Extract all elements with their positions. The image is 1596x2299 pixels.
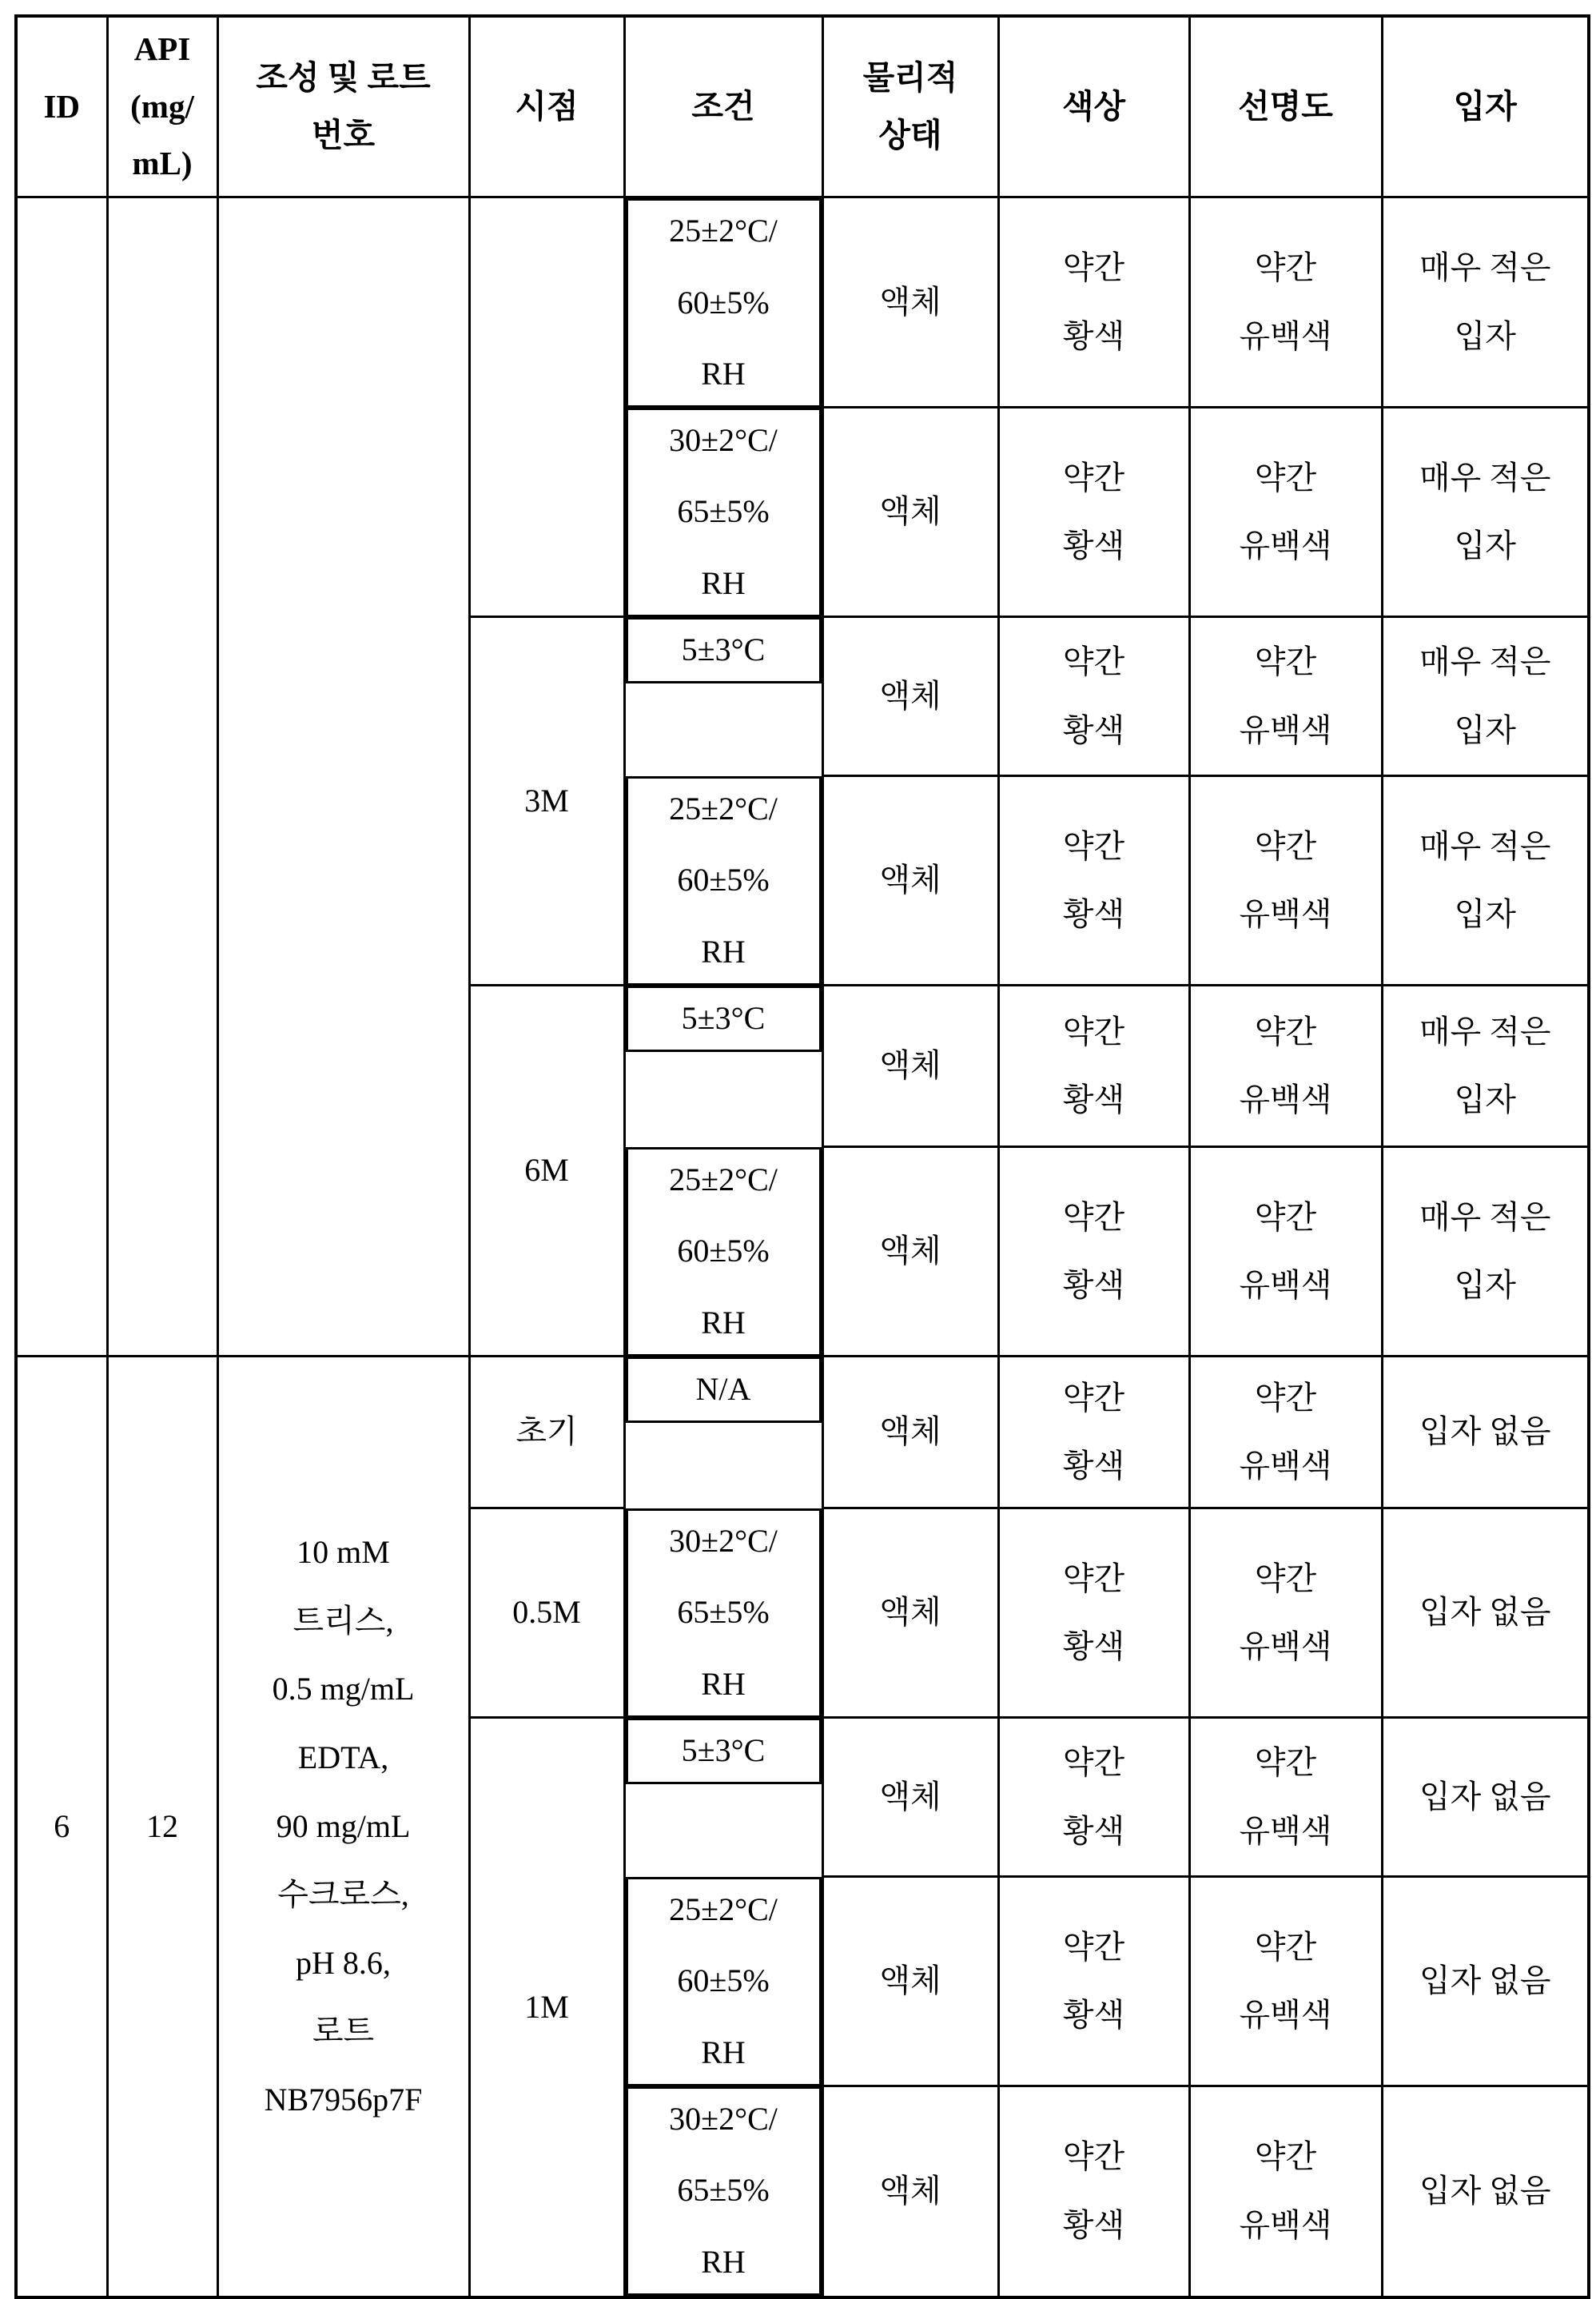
cell-clarity	[1189, 2086, 1382, 2297]
condition-line: 25±2°C/	[669, 1161, 778, 1197]
cell-particles	[1382, 197, 1589, 407]
header-timepoint-line-1: 시점	[515, 87, 579, 125]
cell-timepoint: 6M	[469, 986, 624, 1357]
particles-line: 입자	[1454, 1082, 1516, 1118]
header-condition	[624, 16, 822, 197]
cell-condition	[626, 1147, 822, 1357]
clarity-line: 약간	[1254, 827, 1317, 864]
header-timepoint	[469, 16, 624, 197]
cell-timepoint: 1M	[469, 1718, 624, 2297]
cell-clarity	[1189, 1508, 1382, 1718]
clarity-line: 유백색	[1239, 2206, 1332, 2243]
cell-particles: 입자 없음	[1382, 1718, 1589, 1877]
header-api-line-1: API	[133, 30, 191, 67]
table-header	[16, 16, 1589, 197]
header-api-line-3: mL)	[132, 145, 193, 182]
color-line: 황색	[1062, 711, 1125, 748]
cell-particles: 입자 없음	[1382, 1508, 1589, 1718]
condition-line: RH	[701, 934, 746, 970]
condition-line: RH	[701, 1666, 746, 1703]
condition-line: 65±5%	[677, 1594, 770, 1631]
cell-condition	[626, 1718, 822, 1784]
color-line: 약간	[1062, 1928, 1125, 1965]
particles-line: 입자	[1454, 1267, 1516, 1304]
cell-api: 12	[107, 1357, 217, 2297]
cell-clarity	[1189, 1718, 1382, 1877]
composition-line: pH 8.6,	[296, 1944, 391, 1981]
color-line: 약간	[1062, 1198, 1125, 1235]
color-line: 황색	[1062, 896, 1125, 933]
cell-physical-state: 액체	[822, 1147, 998, 1357]
composition-line: 10 mM	[297, 1534, 390, 1571]
color-line: 황색	[1062, 528, 1125, 564]
cell-clarity	[1189, 1147, 1382, 1357]
clarity-line: 유백색	[1239, 528, 1332, 564]
cell-physical-state: 액체	[822, 1357, 998, 1508]
header-composition-line-1: 조성 및 로트	[256, 58, 431, 96]
cell-clarity	[1189, 1877, 1382, 2086]
color-line: 약간	[1062, 1379, 1125, 1416]
cell-condition	[626, 1877, 822, 2086]
cell-color	[998, 2086, 1189, 2297]
cell-physical-state: 액체	[822, 408, 998, 617]
cell-particles	[1382, 776, 1589, 986]
cell-color	[998, 1877, 1189, 2086]
color-line: 약간	[1062, 1560, 1125, 1596]
cell-clarity	[1189, 197, 1382, 407]
clarity-line: 약간	[1254, 1379, 1317, 1416]
condition-line: 65±5%	[677, 493, 770, 530]
cell-color	[998, 1508, 1189, 1718]
header-id-line-1: ID	[43, 87, 81, 125]
color-line: 약간	[1062, 1013, 1125, 1050]
color-line: 황색	[1062, 1267, 1125, 1304]
header-id	[16, 16, 107, 197]
cell-color	[998, 197, 1189, 407]
clarity-line: 약간	[1254, 643, 1317, 680]
color-line: 황색	[1062, 317, 1125, 354]
cell-condition	[626, 617, 822, 683]
condition-line: 30±2°C/	[669, 1522, 778, 1559]
color-line: 황색	[1062, 1812, 1125, 1849]
clarity-line: 유백색	[1239, 1812, 1332, 1849]
cell-condition	[626, 986, 822, 1052]
condition-line: 60±5%	[677, 284, 770, 321]
condition-line: 25±2°C/	[669, 790, 778, 827]
cell-condition	[626, 2086, 822, 2296]
condition-line: 5±3°C	[681, 631, 766, 667]
header-clarity-line-1: 선명도	[1238, 87, 1333, 125]
cell-particles	[1382, 617, 1589, 776]
cell-condition	[626, 198, 822, 408]
cell-timepoint: 3M	[469, 617, 624, 986]
color-line: 황색	[1062, 1082, 1125, 1118]
header-physical-state-line-2: 상태	[878, 116, 942, 153]
condition-line: 5±3°C	[681, 999, 766, 1036]
header-api-line-2: (mg/	[130, 87, 194, 125]
clarity-line: 약간	[1254, 1744, 1317, 1781]
composition-line: 수크로스,	[277, 1876, 409, 1913]
composition-line: 트리스,	[293, 1602, 394, 1639]
table-row	[16, 197, 1589, 407]
condition-line: 30±2°C/	[669, 2100, 778, 2137]
cell-color	[998, 776, 1189, 986]
clarity-line: 유백색	[1239, 317, 1332, 354]
condition-line: 65±5%	[677, 2172, 770, 2209]
cell-condition	[626, 776, 822, 986]
cell-color	[998, 1718, 1189, 1877]
particles-line: 매우 적은	[1419, 1198, 1551, 1235]
clarity-line: 약간	[1254, 459, 1317, 496]
cell-clarity	[1189, 408, 1382, 617]
condition-line: RH	[701, 565, 746, 602]
clarity-line: 약간	[1254, 1560, 1317, 1596]
cell-physical-state: 액체	[822, 1877, 998, 2086]
clarity-line: 유백색	[1239, 1082, 1332, 1118]
cell-color	[998, 617, 1189, 776]
header-composition	[217, 16, 469, 197]
cell-id	[16, 197, 107, 1356]
color-line: 약간	[1062, 643, 1125, 680]
cell-id: 6	[16, 1357, 107, 2297]
table-row	[16, 1357, 1589, 1508]
color-line: 약간	[1062, 1744, 1125, 1781]
color-line: 약간	[1062, 249, 1125, 285]
condition-line: RH	[701, 356, 746, 392]
particles-line: 매우 적은	[1419, 249, 1551, 285]
color-line: 약간	[1062, 2138, 1125, 2175]
cell-physical-state: 액체	[822, 1508, 998, 1718]
cell-timepoint: 0.5M	[469, 1508, 624, 1718]
cell-physical-state: 액체	[822, 617, 998, 776]
cell-particles	[1382, 1147, 1589, 1357]
condition-line: 25±2°C/	[669, 1891, 778, 1927]
cell-timepoint	[469, 197, 624, 616]
clarity-line: 약간	[1254, 249, 1317, 285]
cell-physical-state: 액체	[822, 197, 998, 407]
cell-physical-state: 액체	[822, 776, 998, 986]
clarity-line: 유백색	[1239, 1267, 1332, 1304]
color-line: 황색	[1062, 2206, 1125, 2243]
header-composition-line-2: 번호	[311, 116, 376, 153]
cell-condition	[626, 1508, 822, 1718]
clarity-line: 유백색	[1239, 1997, 1332, 2034]
composition-line: 로트	[312, 2013, 375, 2050]
stability-study-table	[14, 14, 1590, 2299]
header-condition-line-1: 조건	[691, 87, 755, 125]
header-physical-state-line-1: 물리적	[862, 58, 958, 96]
clarity-line: 약간	[1254, 2138, 1317, 2175]
clarity-line: 유백색	[1239, 711, 1332, 748]
color-line: 약간	[1062, 827, 1125, 864]
clarity-line: 약간	[1254, 1013, 1317, 1050]
header-particles	[1382, 16, 1589, 197]
particles-line: 매우 적은	[1419, 643, 1551, 680]
condition-line: 30±2°C/	[669, 421, 778, 458]
particles-line: 매우 적은	[1419, 459, 1551, 496]
composition-line: 0.5 mg/mL	[272, 1671, 415, 1707]
cell-composition	[217, 1357, 469, 2297]
condition-line: 5±3°C	[681, 1731, 766, 1768]
clarity-line: 유백색	[1239, 1448, 1332, 1484]
particles-line: 입자	[1454, 896, 1516, 933]
composition-line: 90 mg/mL	[276, 1807, 411, 1844]
table-body	[16, 197, 1589, 2297]
clarity-line: 약간	[1254, 1198, 1317, 1235]
cell-color	[998, 1147, 1189, 1357]
cell-physical-state: 액체	[822, 2086, 998, 2297]
cell-clarity	[1189, 1357, 1382, 1508]
header-clarity	[1189, 16, 1382, 197]
cell-clarity	[1189, 776, 1382, 986]
composition-line: NB7956p7F	[264, 2082, 423, 2118]
condition-line: RH	[701, 2034, 746, 2071]
cell-timepoint: 초기	[469, 1357, 624, 1508]
cell-particles	[1382, 986, 1589, 1147]
particles-line: 매우 적은	[1419, 827, 1551, 864]
header-api	[107, 16, 217, 197]
cell-clarity	[1189, 986, 1382, 1147]
color-line: 황색	[1062, 1628, 1125, 1665]
particles-line: 입자	[1454, 528, 1516, 564]
cell-composition	[217, 197, 469, 1356]
cell-particles: 입자 없음	[1382, 2086, 1589, 2297]
condition-line: 60±5%	[677, 1233, 770, 1269]
cell-physical-state: 액체	[822, 1718, 998, 1877]
header-color	[998, 16, 1189, 197]
color-line: 황색	[1062, 1997, 1125, 2034]
cell-color	[998, 986, 1189, 1147]
condition-line: RH	[701, 2244, 746, 2280]
cell-color	[998, 1357, 1189, 1508]
header-color-line-1: 색상	[1061, 87, 1126, 125]
condition-line: N/A	[695, 1370, 751, 1407]
particles-line: 입자	[1454, 711, 1516, 748]
header-particles-line-1: 입자	[1453, 87, 1517, 125]
clarity-line: 유백색	[1239, 896, 1332, 933]
condition-line: 25±2°C/	[669, 212, 778, 249]
cell-api	[107, 197, 217, 1356]
particles-line: 매우 적은	[1419, 1013, 1551, 1050]
cell-color	[998, 408, 1189, 617]
cell-physical-state: 액체	[822, 986, 998, 1147]
cell-particles: 입자 없음	[1382, 1877, 1589, 2086]
cell-particles	[1382, 408, 1589, 617]
header-physical-state	[822, 16, 998, 197]
cell-condition	[626, 408, 822, 617]
particles-line: 입자	[1454, 317, 1516, 354]
clarity-line: 약간	[1254, 1928, 1317, 1965]
condition-line: 60±5%	[677, 1962, 770, 1999]
header-row	[16, 16, 1589, 197]
clarity-line: 유백색	[1239, 1628, 1332, 1665]
condition-line: 60±5%	[677, 862, 770, 898]
color-line: 황색	[1062, 1448, 1125, 1484]
condition-line: RH	[701, 1305, 746, 1341]
cell-condition	[626, 1357, 822, 1423]
composition-line: EDTA,	[297, 1739, 389, 1776]
cell-particles: 입자 없음	[1382, 1357, 1589, 1508]
color-line: 약간	[1062, 459, 1125, 496]
cell-clarity	[1189, 617, 1382, 776]
